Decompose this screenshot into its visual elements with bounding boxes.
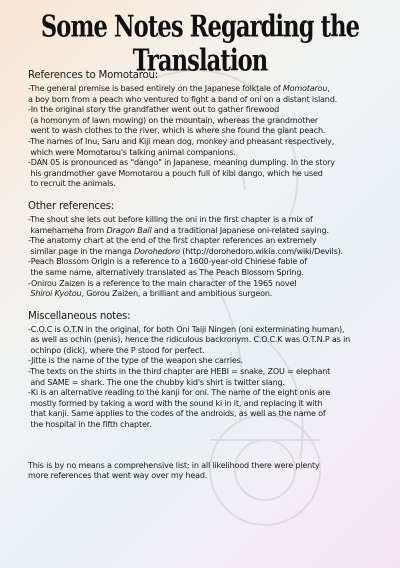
note-line: -The general premise is based entirely on the Japanese folktale of Momotarou,	[28, 84, 330, 93]
notes-content	[28, 70, 376, 482]
section-other-references	[28, 201, 376, 300]
note-line: similar page in the manga Dorohedoro (http://dorohedoro.wikia.com/wiki/Devils).	[28, 246, 343, 256]
note-line: -Onirou Zaizen is a reference to the main character of the 1965 novel	[28, 278, 297, 288]
note-line: mostly formed by taking a word with the sound ki in it, and replacing it with	[28, 398, 323, 408]
note-line: Shiroi Kyotou, Gorou Zaizen, a brilliant and ambitious surgeon.	[30, 289, 273, 299]
note-line: his grandmother gave Momotarou a pouch full of kibi dango, which he used	[28, 168, 323, 178]
note-line: the same name, alternatively translated as The Peach Blossom Spring.	[28, 267, 304, 277]
closing-line: This is by no means a comprehensive list; in all likelihood there were plenty	[28, 460, 320, 470]
note-line: as well as ochin (penis), hence the ridiculous backronym. C.O.C.K was O.T.N.P as in	[28, 335, 351, 345]
note-line: -Jitte is the name of the type of the weapon she carries.	[28, 356, 244, 366]
section-heading: Other references:	[28, 200, 115, 212]
note-line: a boy born from a peach who ventured to fight a band of oni on a distant island.	[28, 94, 338, 104]
closing-note	[28, 461, 376, 482]
note-line: -Ki is an alternative reading to the kanji for oni. The name of the eight onis are	[28, 388, 331, 398]
note-line: -The anatomy chart at the end of the first chapter references an extremely	[28, 236, 317, 246]
section-heading: References to Momotarou:	[28, 70, 159, 81]
note-line: to recruit the animals.	[28, 179, 116, 189]
note-line: went to wash clothes to the river, which is where she found the giant peach.	[28, 126, 326, 136]
note-line: -In the original story the grandfather went out to gather firewood	[28, 105, 280, 115]
note-line: -DAN 05 is pronounced as "dango" in Japanese, meaning dumpling. In the story	[28, 158, 335, 168]
note-line: -The texts on the shirts in the third chapter are HEBI = snake, ZOU = elephant	[28, 367, 331, 377]
note-line: kamehameha from Dragon Ball and a traditional Japanese oni-related saying.	[28, 225, 329, 235]
note-line: the hospital in the fifth chapter.	[28, 420, 152, 430]
note-line: which were Momotarou's talking animal companions.	[28, 147, 236, 157]
note-line: -Peach Blossom Origin is a reference to a 1600-year-old Chinese fable of	[28, 257, 307, 267]
section-heading: Miscellaneous notes:	[28, 310, 131, 322]
page-title: Some Notes Regarding the Translation	[40, 10, 360, 79]
note-line: -The names of Inu, Saru and Kiji mean dog, monkey and pheasant respectively,	[28, 136, 335, 146]
closing-line: more references that went way over my head.	[28, 471, 208, 481]
note-line: ochinpo (dick), where the P stood for perfect.	[28, 345, 205, 355]
note-line: and SAME = shark. The one the chubby kid's shirt is twitter slang.	[28, 377, 285, 387]
note-line: -C.O.C is O.T.N in the original, for both Oni Taiji Ningen (oni exterminating human),	[28, 324, 345, 334]
section-miscellaneous	[28, 311, 376, 431]
note-line: that kanji. Same applies to the codes of the androids, as well as the name of	[28, 409, 326, 419]
note-line: (a homonym of lawn mowing) on the mountain, whereas the grandmother	[28, 115, 319, 125]
section-momotarou	[28, 70, 376, 190]
note-line: -The shout she lets out before killing the oni in the first chapter is a mix of	[28, 214, 313, 224]
